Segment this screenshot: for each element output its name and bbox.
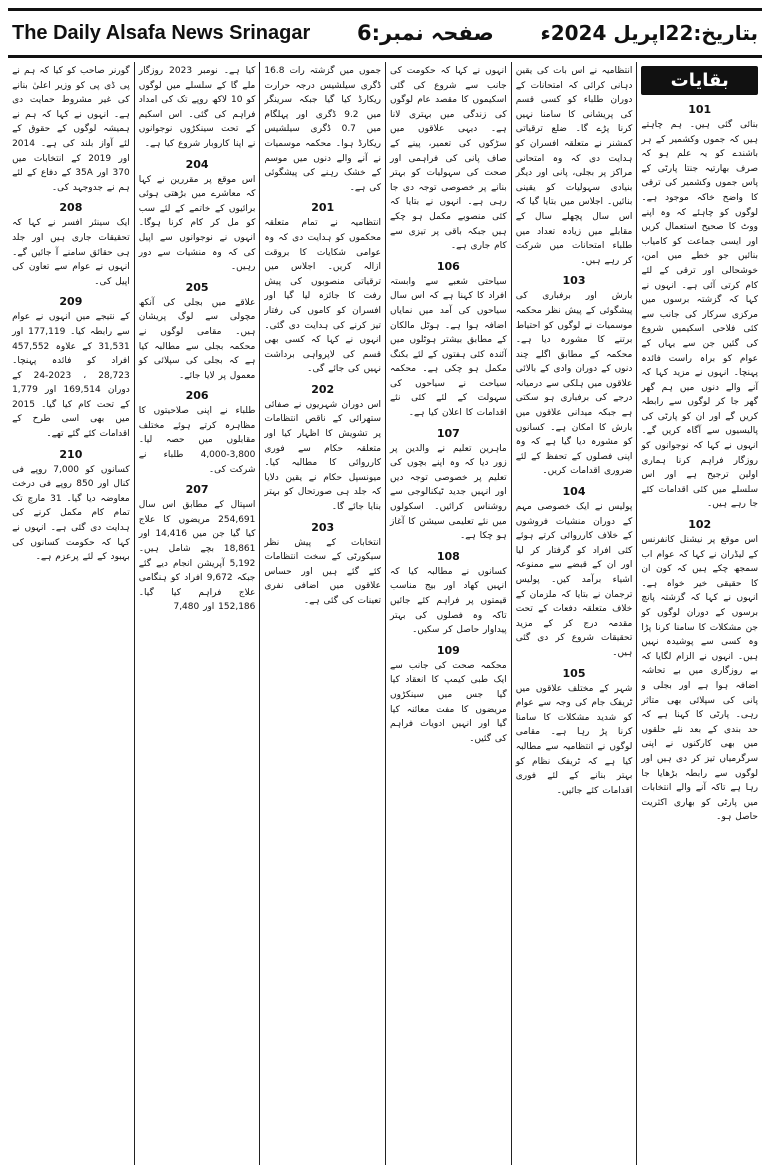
article	[139, 281, 256, 384]
article	[264, 201, 381, 377]
column-5	[134, 62, 260, 1165]
article-number: 209	[59, 295, 83, 309]
article	[139, 483, 256, 615]
article-text: بنائی گئی ہیں۔ ہم چاہتے ہیں کہ جموں وکشمیر کے ہر باشندے کو یہ علم ہو کہ صرف بھارتیہ جنتا پارٹی کے پاس جموں وکشمیر کی ترقی کا واضح خاکہ موجود ہے۔ لوگوں کو چاہئے کہ وہ اپنے ووٹ کا صحیح استعمال کریں اور ایسی جماعت کو کامیاب بنائیں جو خطے میں امن، خوشحالی اور ترقی کے لئے کام کرتی آئی ہے۔ انہوں نے کہا کہ گزشتہ برسوں میں مرکزی سرکار کی جانب سے کئی فلاحی اسکیمیں شروع کی گئیں جن سے یہاں کے عوام کو براہ راست فائدہ پہنچا۔ انہوں نے مزید کہا کہ آنے والے دنوں میں ہم گھر گھر جا کر لوگوں سے رابطہ کریں گے اور ان کو پارٹی کی پالیسیوں سے آگاہ کریں گے۔ انہوں نے کہا کہ نوجوانوں کو روزگار فراہم کرنا ہماری اولین ترجیح ہے اور اس سلسلے میں کئی اقدامات کئے جا رہے ہیں۔	[641, 120, 758, 510]
article	[516, 274, 633, 479]
masthead	[8, 8, 762, 58]
article-text: شہر کے مختلف علاقوں میں ٹریفک جام کی وجہ سے عوام کو شدید مشکلات کا سامنا کرنا پڑ رہا ہے۔ مقامی لوگوں نے انتظامیہ سے مطالبہ کیا ہے کہ ٹریفک نظام کو بہتر بنانے کے لئے فوری اقدامات کئے جائیں۔	[515, 683, 633, 796]
article-number: 101	[688, 103, 712, 116]
page-number: صفحہ نمبر:6	[356, 21, 494, 45]
article-text: انہوں نے کہا کہ حکومت کی جانب سے شروع کی گئی اسکیموں کا مقصد عام لوگوں کی زندگی میں بہتری لانا ہے۔ دیہی علاقوں میں سڑکوں کی تعمیر، پینے کے صاف پانی کی فراہمی اور صحت کی سہولیات کو بہتر بنانے پر خصوصی توجہ دی جا رہی ہے۔ انہوں نے بتایا کہ کئی منصوبے مکمل ہو چکے ہیں جبکہ باقی پر تیزی سے کام جاری ہے۔	[390, 66, 507, 252]
article	[390, 64, 507, 254]
article	[264, 64, 381, 195]
section-heading: بقایات	[641, 66, 758, 95]
article-text: پولیس نے ایک خصوصی مہم کے دوران منشیات فروشوں کے خلاف کارروائی کرتے ہوئے کئی افراد کو گرفتار کر لیا اور ان کے قبضے سے ممنوعہ اشیاء برآمد کیں۔ پولیس ترجمان نے بتایا کہ ملزمان کے خلاف متعلقہ دفعات کے تحت مقدمہ درج کر کے مزید تحقیقات شروع کر دی گئی ہیں۔	[515, 502, 633, 658]
article	[139, 64, 256, 152]
article	[12, 201, 130, 289]
article-text: کسانوں کو 7,000 روپے فی کنال اور 850 روپے فی درخت معاوضہ دیا گیا۔ 31 مارچ تک تمام کام مکمل کرنے کی ہدایت دی گئی ہے۔ انہوں نے کہا کہ حکومت کسانوں کی بہبود کے لئے پرعزم ہے۔	[12, 464, 130, 563]
article-number: 207	[185, 483, 209, 497]
article-text: اسپتال کے مطابق اس سال 254,691 مریضوں کا علاج کیا گیا جن میں 14,416 اور 18,861 بچے شامل ہیں۔ 5,192 آپریشن انجام دیے گئے جبکہ 9,672 افراد کو ہنگامی علاج فراہم کیا گیا۔ 152,186 اور 7,480	[138, 500, 256, 613]
columns-container	[8, 62, 762, 1165]
article-number: 205	[185, 280, 209, 294]
article-number: 109	[436, 643, 460, 657]
article-number: 204	[185, 157, 209, 171]
column-3	[385, 62, 511, 1165]
article	[641, 103, 758, 512]
article	[516, 485, 633, 661]
article-text: ایک سینئر افسر نے کہا کہ تحقیقات جاری ہیں اور جلد ہی حقائق سامنے آ جائیں گے۔ انہوں نے عوام سے تعاون کی اپیل کی۔	[12, 218, 130, 287]
article	[641, 518, 758, 825]
article-number: 203	[311, 520, 335, 534]
article	[390, 644, 507, 747]
article-text: محکمہ صحت کی جانب سے ایک طبی کیمپ کا انعقاد کیا گیا جس میں سینکڑوں مریضوں کا مفت معائنہ کیا گیا اور انہیں ادویات فراہم کی گئیں۔	[390, 660, 507, 744]
article-number: 202	[311, 382, 335, 396]
article-text: ماہرین تعلیم نے والدین پر زور دیا کہ وہ اپنے بچوں کی تعلیم پر خصوصی توجہ دیں اور انہیں جدید ٹیکنالوجی سے روشناس کرائیں۔ اسکولوں میں نئے تعلیمی سیشن کا آغاز ہو چکا ہے۔	[390, 443, 507, 542]
article	[390, 550, 507, 638]
article	[12, 448, 130, 565]
column-2	[511, 62, 637, 1165]
column-6	[8, 62, 134, 1165]
article-text: کسانوں نے مطالبہ کیا کہ انہیں کھاد اور بیج مناسب قیمتوں پر فراہم کئے جائیں تاکہ وہ فصلوں کی بہتر پیداوار حاصل کر سکیں۔	[390, 566, 507, 636]
article-number: 108	[436, 549, 460, 563]
article-number: 208	[59, 201, 83, 215]
article-text: اس دوران شہریوں نے صفائی ستھرائی کے ناقص انتظامات پر تشویش کا اظہار کیا اور متعلقہ حکام سے فوری کارروائی کا مطالبہ کیا۔ میونسپل حکام نے یقین دلایا کہ جلد ہی صورتحال کو بہتر بنایا جائے گا۔	[264, 399, 382, 513]
article	[390, 427, 507, 544]
article-text: اس موقع پر مقررین نے کہا کہ معاشرے میں بڑھتی ہوئی برائیوں کے خاتمے کے لئے سب کو مل کر کام کرنا ہوگا۔ انہوں نے نوجوانوں سے اپیل کی کہ وہ منشیات سے دور رہیں۔	[138, 174, 256, 273]
article-text: کیا ہے۔ نومبر 2023 روزگار ملے گا کے سلسلے میں لوگوں کو 10 لاکھ روپے تک کی امداد فراہم کی گئی۔ اس اسکیم کے تحت سینکڑوں نوجوانوں نے اپنا کاروبار شروع کیا ہے۔	[138, 66, 256, 149]
article-text: انتخابات کے پیش نظر سیکورٹی کے سخت انتظامات کئے گئے ہیں اور حساس علاقوں میں اضافی نفری تعینات کی گئی ہے۔	[264, 537, 382, 606]
article	[390, 260, 507, 421]
article-number: 102	[688, 518, 712, 532]
issue-date: بتاریخ:22اپریل 2024ء	[540, 21, 758, 45]
newspaper-title: The Daily Alsafa News Srinagar	[12, 21, 311, 44]
article-number: 210	[59, 447, 83, 461]
article-number: 206	[185, 389, 209, 403]
article-text: اس موقع پر نیشنل کانفرنس کے لیڈران نے کہا کہ عوام اب سمجھ چکے ہیں کہ کون ان کا حقیقی خیر خواہ ہے۔ انہوں نے کہا کہ گزشتہ پانچ برسوں کے دوران لوگوں کو جن مشکلات کا سامنا کرنا پڑا وہ کسی سے پوشیدہ نہیں ہیں۔ انہوں نے الزام لگایا کہ بے روزگاری میں بے تحاشہ اضافہ ہوا ہے اور بجلی و پانی کی سپلائی بھی متاثر رہی۔ پارٹی کا کہنا ہے کہ حد بندی کے بعد نئے حلقوں میں بھی کارکنوں نے اپنی سرگرمیاں تیز کر دی ہیں اور لوگوں سے رابطہ بڑھایا جا رہا ہے تاکہ آنے والے انتخابات میں پارٹی کو بھاری اکثریت حاصل ہو۔	[641, 535, 758, 823]
column-1	[636, 62, 762, 1165]
article-text: کے نتیجے میں انہوں نے عوام سے رابطہ کیا۔ 177,119 اور 31,531 کے علاوہ 457,552 افراد کو فائدہ پہنچا۔ 28,723 ، 2023-24 کے دوران 169,514 اور 1,779 کے تحت کام کیا گیا۔ 2015 میں بھی اسی طرح کے اقدامات کئے گئے تھے۔	[12, 312, 130, 440]
article-text: بارش اور برفباری کی پیشگوئی کے پیش نظر محکمہ موسمیات نے لوگوں کو احتیاط برتنے کا مشورہ دیا ہے۔ محکمہ کے مطابق اگلے چند دنوں کے دوران وادی کے بالائی علاقوں میں ہلکی سے درمیانہ درجے کی برفباری ہو سکتی ہے جبکہ میدانی علاقوں میں بارش کا امکان ہے۔ کسانوں کو مشورہ دیا گیا ہے کہ وہ اپنی فصلوں کے تحفظ کے لئے ضروری اقدامات کریں۔	[515, 291, 633, 477]
article-number: 105	[562, 666, 586, 680]
article-number: 106	[436, 259, 460, 273]
article-text: گورنر صاحب کو کیا کہ ہم نے پی ڈی پی کو وزیر اعلیٰ بنانے کی غیر مشروط حمایت دی ہے۔ انہوں نے کہا کہ ہم نے ہمیشہ لوگوں کے حقوق کے لئے آواز بلند کی ہے۔ 2014 اور 2019 کے انتخابات میں 370 اور 35A کے دفاع کے لئے ہم نے جدوجہد کی۔	[12, 66, 130, 193]
article-number: 201	[311, 201, 335, 215]
article-text: انتظامیہ نے اس بات کی یقین دہانی کرائی کہ امتحانات کے دوران طلباء کو کسی قسم کی پریشانی کا سامنا نہیں کرنا پڑے گا۔ ضلع ترقیاتی کمشنر نے متعلقہ افسران کو ہدایت دی کہ وہ امتحانی مراکز پر بجلی، پانی اور دیگر بنیادی سہولیات کو یقینی بنائیں۔ اجلاس میں بتایا گیا کہ اس سال پچھلے سال کے مقابلے میں زیادہ تعداد میں طلباء امتحانات میں شرکت کر رہے ہیں۔	[515, 66, 633, 266]
article-text: جموں میں گزشتہ رات 16.8 ڈگری سیلشیس درجہ حرارت ریکارڈ کیا گیا جبکہ سرینگر میں 9.2 ڈگری اور پہلگام میں 0.7 ڈگری سیلشیس ریکارڈ ہوا۔ محکمہ موسمیات نے آنے والے دنوں میں موسم کے خشک رہنے کی پیشگوئی کی ہے۔	[264, 66, 382, 193]
article	[139, 389, 256, 477]
article	[516, 667, 633, 799]
article	[264, 383, 381, 515]
article	[516, 64, 633, 268]
article-number: 104	[562, 485, 586, 499]
article	[139, 158, 256, 275]
article-text: علاقے میں بجلی کی آنکھ مچولی سے لوگ پریشان ہیں۔ مقامی لوگوں نے محکمہ بجلی سے مطالبہ کیا ہے کہ بجلی کی سپلائی کو معمول پر لایا جائے۔	[138, 297, 256, 381]
column-4	[259, 62, 385, 1165]
article-text: طلباء نے اپنی صلاحیتوں کا مظاہرہ کرتے ہوئے مختلف مقابلوں میں حصہ لیا۔ 3,800-4,000 طلباء نے شرکت کی۔	[138, 406, 256, 475]
article	[12, 64, 130, 195]
article-text: انتظامیہ نے تمام متعلقہ محکموں کو ہدایت دی کہ وہ عوامی شکایات کا بروقت ازالہ کریں۔ اجلاس میں ترقیاتی منصوبوں کی پیش رفت کا جائزہ لیا گیا اور افسران کو کاموں کی رفتار تیز کرنے کی ہدایت دی گئی۔ انہوں نے کہا کہ کسی بھی قسم کی لاپرواہی برداشت نہیں کی جائے گی۔	[264, 218, 382, 375]
article-text: سیاحتی شعبے سے وابستہ افراد کا کہنا ہے کہ اس سال سیاحوں کی آمد میں نمایاں اضافہ ہوا ہے۔ ہوٹل مالکان کے مطابق بیشتر ہوٹلوں میں آئندہ کئی ہفتوں کے لئے بکنگ مکمل ہو چکی ہے۔ محکمہ سیاحت نے سیاحوں کی سہولت کے لئے کئی نئے اقدامات کا اعلان کیا ہے۔	[390, 276, 507, 419]
article	[12, 295, 130, 441]
article	[264, 521, 381, 609]
article-number: 107	[436, 426, 460, 440]
article-number: 103	[562, 274, 586, 288]
